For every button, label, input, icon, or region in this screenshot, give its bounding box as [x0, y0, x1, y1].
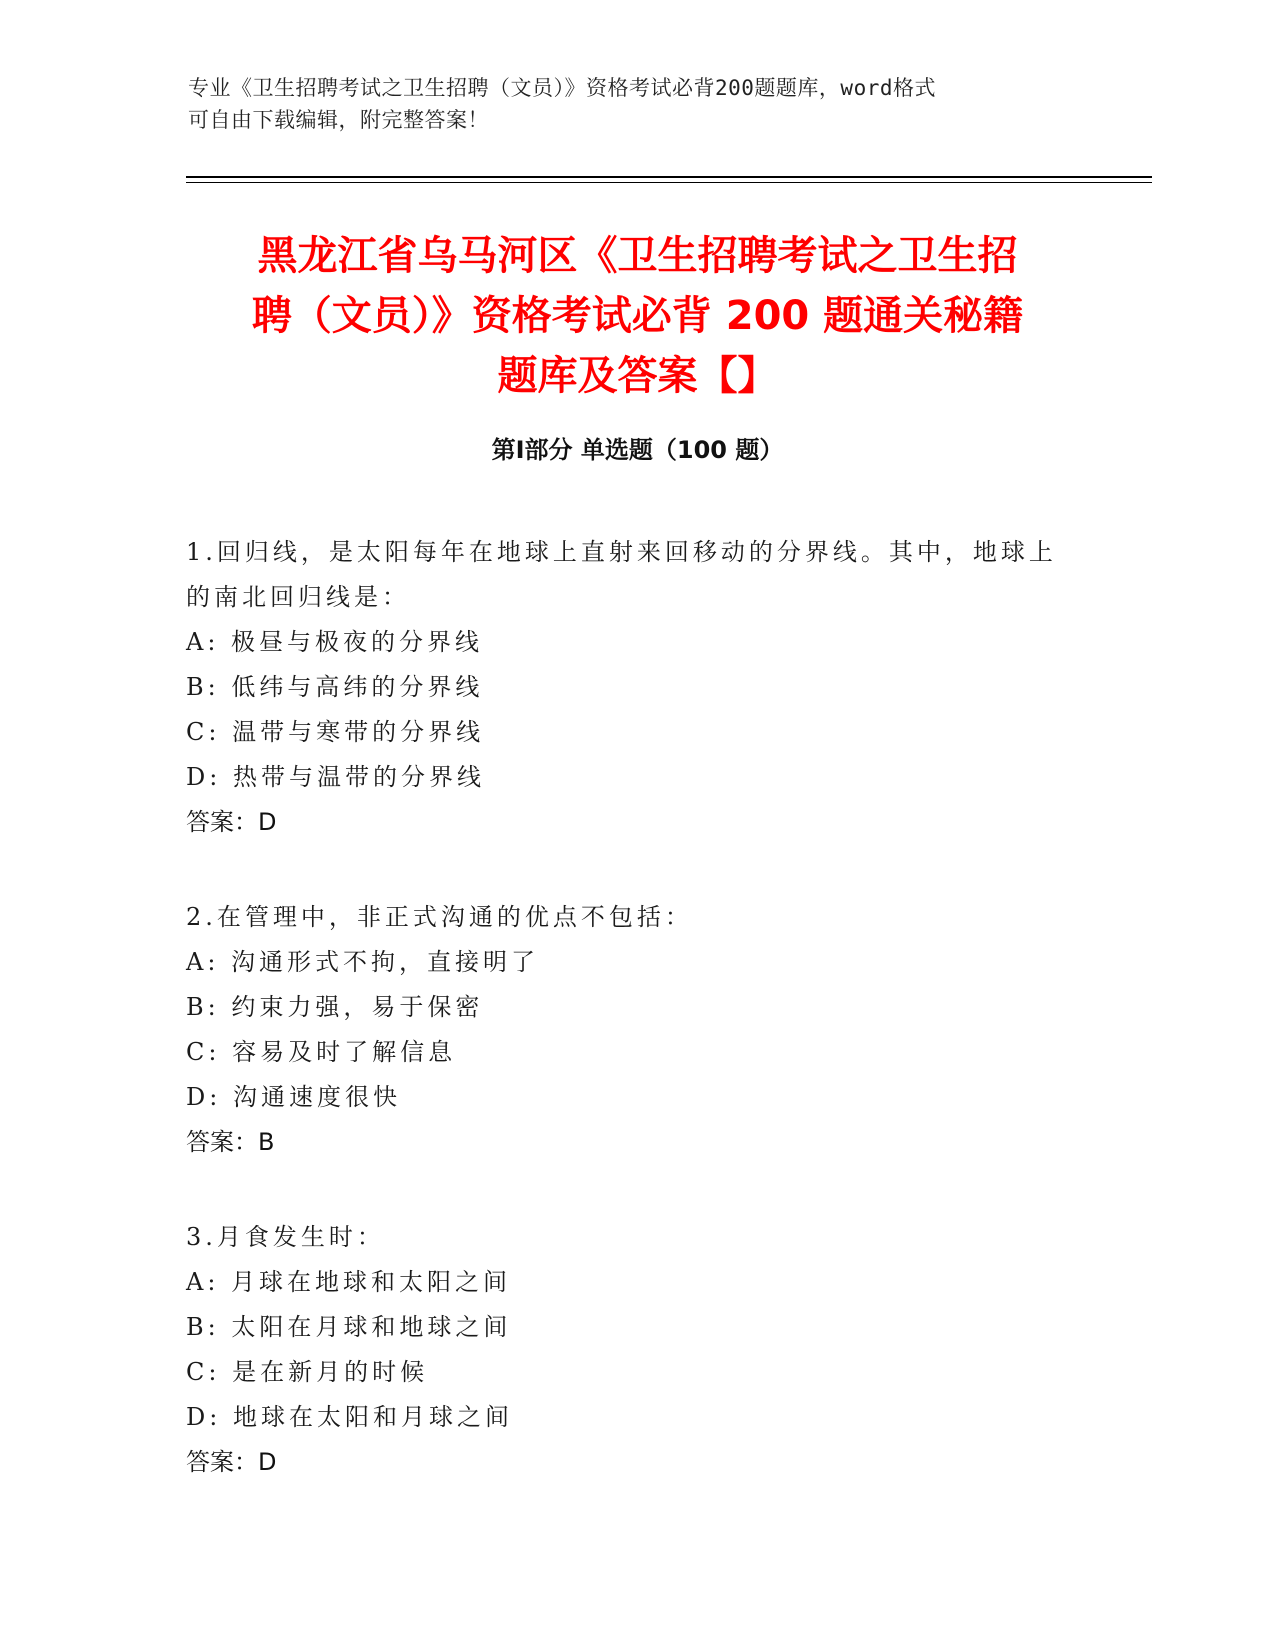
option-a: A: 极昼与极夜的分界线: [186, 628, 484, 656]
question-list: [186, 530, 1066, 1535]
header-divider-thin: [186, 182, 1152, 183]
header-note-line-1: 专业《卫生招聘考试之卫生招聘（文员）》资格考试必背200题题库，word格式: [188, 76, 936, 100]
option-b: B: 约束力强，易于保密: [186, 993, 484, 1021]
section-heading: 第Ⅰ部分 单选题（100 题）: [491, 436, 784, 464]
option-c: C: 是在新月的时候: [186, 1358, 429, 1386]
question-stem: 2.在管理中，非正式沟通的优点不包括：: [186, 903, 693, 931]
option-d: D: 热带与温带的分界线: [186, 763, 485, 791]
answer-label: 答案：D: [186, 808, 277, 836]
answer-label: 答案：B: [186, 1128, 275, 1156]
document-title-line-2: 聘（文员）》资格考试必背 200 题通关秘籍: [251, 293, 1024, 339]
question-item: [186, 530, 1066, 845]
document-title-line-3: 题库及答案【】: [497, 353, 778, 399]
header-note: [188, 72, 1068, 136]
option-b: B: 太阳在月球和地球之间: [186, 1313, 512, 1341]
header-divider-thick: [186, 176, 1152, 178]
question-stem: 1.回归线，是太阳每年在地球上直射来回移动的分界线。其中，地球上的南北回归线是：: [186, 538, 1057, 611]
question-item: [186, 1215, 1066, 1485]
question-item: [186, 895, 1066, 1165]
header-note-line-2: 可自由下载编辑，附完整答案！: [188, 108, 489, 132]
question-stem: 3.月食发生时：: [186, 1223, 385, 1251]
option-c: C: 温带与寒带的分界线: [186, 718, 485, 746]
option-d: D: 沟通速度很快: [186, 1083, 401, 1111]
option-a: A: 沟通形式不拘，直接明了: [186, 948, 540, 976]
document-title-line-1: 黑龙江省乌马河区《卫生招聘考试之卫生招: [257, 233, 1018, 279]
option-a: A: 月球在地球和太阳之间: [186, 1268, 512, 1296]
option-c: C: 容易及时了解信息: [186, 1038, 457, 1066]
option-d: D: 地球在太阳和月球之间: [186, 1403, 513, 1431]
answer-label: 答案：D: [186, 1448, 277, 1476]
option-b: B: 低纬与高纬的分界线: [186, 673, 484, 701]
document-title: [160, 226, 1115, 406]
